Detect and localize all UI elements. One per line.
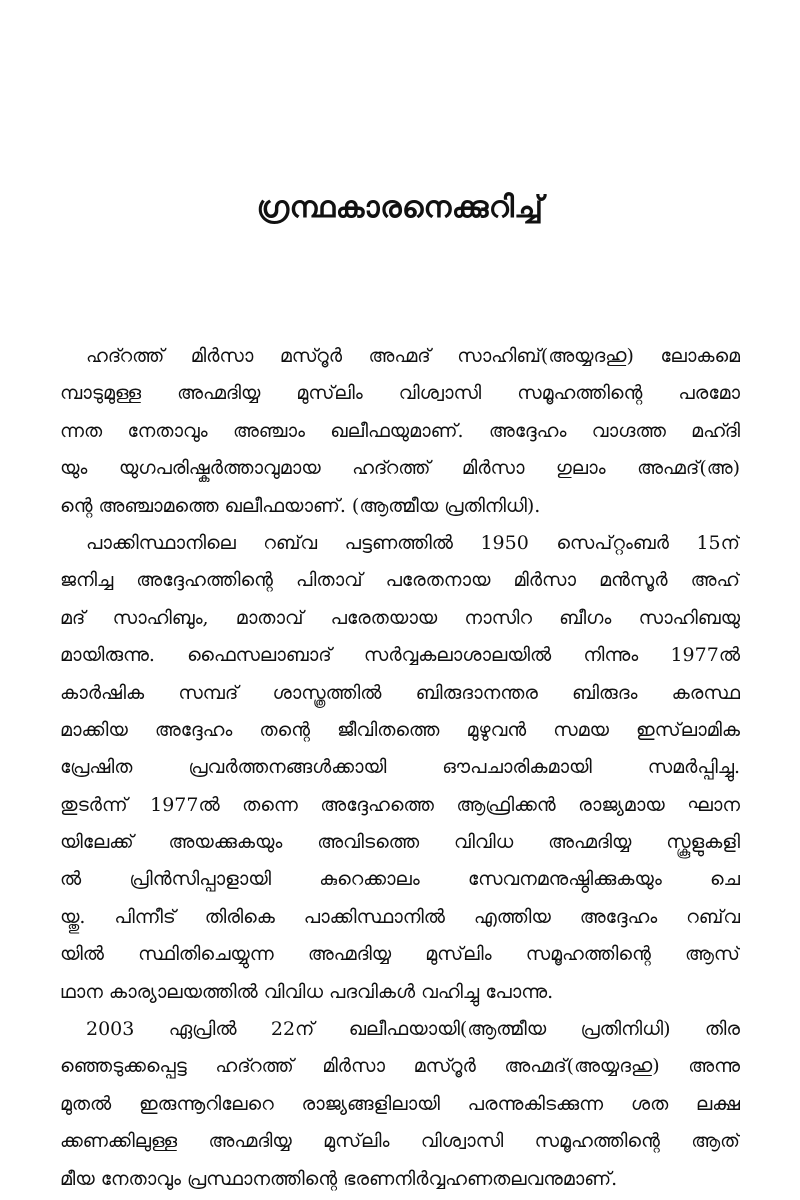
text-line: 2003 ഏപ്രിൽ 22ന് ഖലീഫയായി(ആത്മീയ പ്രതിനിധി) തിര: [86, 1018, 740, 1041]
text-line: മദ് സാഹിബും, മാതാവ് പരേതയായ നാസിറ ബീഗം സാഹിബയു: [60, 606, 740, 629]
text-line: മ്പാടുമുള്ള അഹ്മദിയ്യ മുസ്‌ലിം വിശ്വാസി സമൂഹത്തിന്റെ പരമോ: [60, 382, 740, 405]
text-line: ഥാന കാര്യാലയത്തിൽ വിവിധ പദവികൾ വഹിച്ചു പോന്നു.: [60, 980, 554, 1003]
page-title: ഗ്രന്ഥകാരനെക്കുറിച്ച്: [256, 190, 544, 225]
text-line: പാക്കിസ്ഥാനിലെ റബ്‌വ പട്ടണത്തിൽ 1950 സെപ്റ്റംബർ 15ന്: [86, 531, 740, 554]
text-line: യും യുഗപരിഷ്കർത്താവുമായ ഹദ്റത്ത് മിർസാ ഗുലാം അഹ്മദ്(അ): [60, 457, 740, 480]
text-line: ജനിച്ച അദ്ദേഹത്തിന്റെ പിതാവ് പരേതനായ മിർസാ മൻസൂർ അഹ്: [60, 569, 740, 592]
author-biography: [60, 338, 740, 1198]
text-line: ന്റെ അഞ്ചാമത്തെ ഖലീഫയാണ്. (ആത്മീയ പ്രതിനിധി).: [60, 494, 541, 517]
text-line: യ്തു. പിന്നീട് തിരികെ പാക്കിസ്ഥാനിൽ എത്തിയ അദ്ദേഹം റബ്‌വ: [60, 905, 740, 928]
text-line: യിലേക്ക് അയക്കുകയും അവിടത്തെ വിവിധ അഹ്മദിയ്യ സ്കൂളുകളി: [60, 831, 740, 854]
text-line: ന്നത നേതാവും അഞ്ചാം ഖലീഫയുമാണ്. അദ്ദേഹം വാഗ്ദത്ത മഹ്ദി: [60, 419, 740, 442]
text-line: ൽ പ്രിൻസിപ്പാളായി കുറെക്കാലം സേവനമനുഷ്ഠിക്കുകയും ചെ: [60, 868, 740, 891]
text-line: ഞ്ഞെടുക്കപ്പെട്ട ഹദ്റത്ത് മിർസാ മസ്റൂർ അഹ്മദ്(അയ്യദഹു) അന്നു: [60, 1055, 740, 1078]
text-line: മാക്കിയ അദ്ദേഹം തന്റെ ജീവിതത്തെ മുഴുവൻ സമയ ഇസ്‌ലാമിക: [60, 718, 740, 741]
text-line: യിൽ സ്ഥിതിചെയ്യുന്ന അഹ്മദിയ്യ മുസ്‌ലിം സമൂഹത്തിന്റെ ആസ്: [60, 943, 740, 966]
text-line: മീയ നേതാവും പ്രസ്ഥാനത്തിന്റെ ഭരണനിർവ്വഹണതലവനുമാണ്.: [60, 1167, 618, 1190]
text-line: പ്രേഷിത പ്രവർത്തനങ്ങൾക്കായി ഔപചാരികമായി സമർപ്പിച്ചു.: [60, 756, 740, 779]
text-line: ഹദ്റത്ത് മിർസാ മസ്റൂർ അഹ്മദ് സാഹിബ്(അയ്യദഹു) ലോകമെ: [86, 345, 740, 367]
text-line: തുടർന്ന് 1977ൽ തന്നെ അദ്ദേഹത്തെ ആഫ്രിക്കൻ രാജ്യമായ ഘാന: [60, 793, 740, 816]
text-line: മുതൽ ഇരുന്നൂറിലേറെ രാജ്യങ്ങളിലായി പരന്നുകിടക്കുന്ന ശത ലക്ഷ: [60, 1092, 740, 1115]
text-line: കാർഷിക സമ്പദ് ശാസ്ത്രത്തിൽ ബിരുദാനന്തര ബിരുദം കരസ്ഥ: [60, 681, 740, 704]
text-line: മായിരുന്നു. ഫൈസലാബാദ് സർവ്വകലാശാലയിൽ നിന്നും 1977ൽ: [60, 644, 740, 667]
text-line: ക്കണക്കിലുള്ള അഹ്മദിയ്യ മുസ്‌ലിം വിശ്വാസി സമൂഹത്തിന്റെ ആത്: [60, 1130, 740, 1153]
